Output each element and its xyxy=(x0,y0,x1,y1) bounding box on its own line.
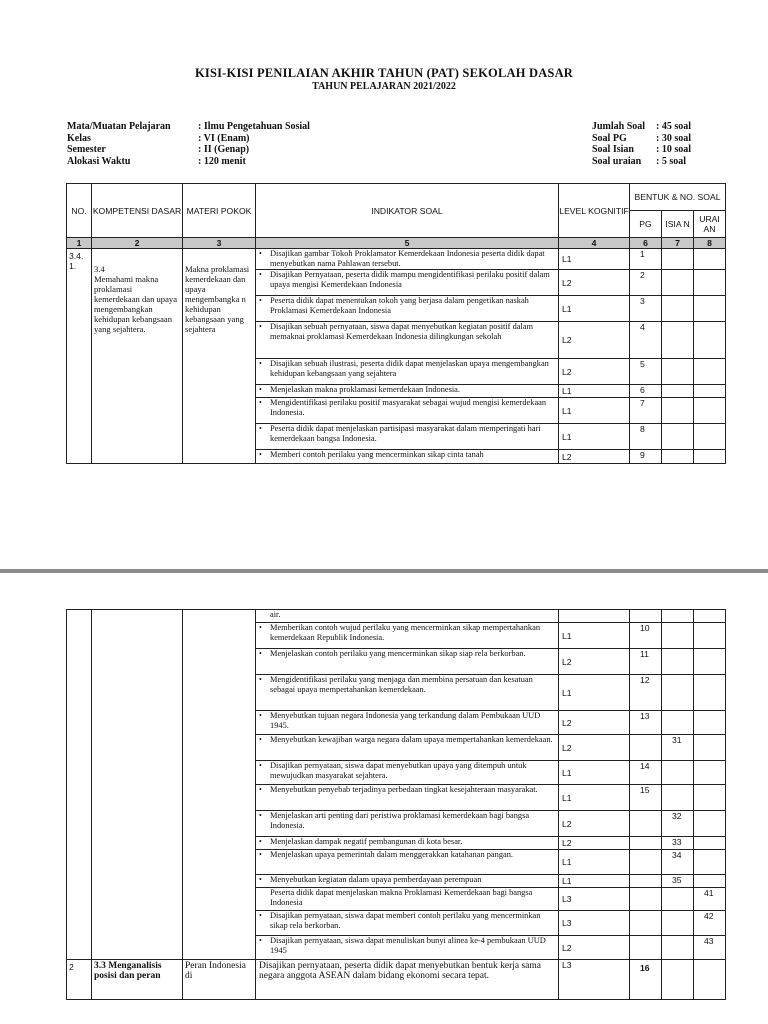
info-label: Mata/Muatan Pelajaran xyxy=(67,121,171,132)
isian-number xyxy=(662,623,694,649)
indicator-text: Menyebutkan penyebab terjadinya perbedaan tingkat kesejahteraan masyarakat. xyxy=(270,785,538,794)
level-cell: L3 xyxy=(559,960,630,1000)
level-cell: L1 xyxy=(559,785,630,811)
materi-pokok-cell: Peran Indonesia di xyxy=(183,960,256,1000)
isian-number xyxy=(662,675,694,711)
indicator-cell xyxy=(256,450,559,464)
indicator-text: Disajikan pernyataan, siswa dapat menyebutkan upaya yang ditempuh untuk mewujudkan masyarakat sejahtera. xyxy=(270,761,527,780)
uraian-number xyxy=(694,296,726,322)
indicator-text: Menjelaskan upaya pemerintah dalam menggerakkan katahanan pangan. xyxy=(270,850,514,859)
kompetensi-dasar-cell xyxy=(92,249,183,464)
kisi-kisi-table xyxy=(66,183,726,464)
pg-number: 11 xyxy=(630,649,662,675)
bullet-icon: • xyxy=(259,424,262,433)
info-label: Soal Isian xyxy=(592,144,634,156)
info-label: Semester xyxy=(67,144,106,156)
indicator-text: Menyebutkan kewajiban warga negara dalam upaya mempertahankan kemerdekaan. xyxy=(270,735,553,744)
pg-number xyxy=(630,888,662,911)
indicator-text: Menjelaskan arti penting dari peristiwa proklamasi kemerdekaan bagi bangsa Indonesia. xyxy=(270,811,530,830)
isian-number xyxy=(662,711,694,735)
row-number: 2 xyxy=(67,960,92,1000)
info-value: : VI (Enam) xyxy=(198,132,250,144)
indicator-cell: Disajikan pernyataan, peserta didik dapat menyebutkan bentuk kerja sama negara anggota ASEAN dalam bidang ekonomi secara tepat. xyxy=(256,960,559,1000)
level-cell: L2 xyxy=(559,450,630,464)
info-row xyxy=(592,144,691,156)
indicator-cell xyxy=(256,837,559,850)
level-cell: L2 xyxy=(559,711,630,735)
document-title: KISI-KISI PENILAIAN AKHIR TAHUN (PAT) SEKOLAH DASAR xyxy=(194,66,574,80)
column-number-row xyxy=(67,238,726,249)
level-cell: L2 xyxy=(559,735,630,761)
indicator-cell xyxy=(256,623,559,649)
empty-cell xyxy=(662,610,694,623)
uraian-number xyxy=(694,837,726,850)
isian-number xyxy=(662,270,694,296)
indicator-text: Disajikan sebuah ilustrasi, peserta didik dapat menjelaskan upaya mengembangkan kehidupan kebangsaan yang sejahtera xyxy=(270,359,549,378)
info-value: : 45 soal xyxy=(656,121,691,132)
indicator-cell xyxy=(256,322,559,359)
pg-number xyxy=(630,850,662,875)
info-row xyxy=(67,121,310,133)
pg-number: 8 xyxy=(630,424,662,450)
column-number: 4 xyxy=(559,238,630,249)
isian-number xyxy=(662,911,694,936)
uraian-number xyxy=(694,398,726,424)
indicator-cell xyxy=(256,735,559,761)
uraian-number xyxy=(694,359,726,385)
pg-number xyxy=(630,875,662,888)
isian-number xyxy=(662,249,694,270)
pg-number xyxy=(630,735,662,761)
info-row xyxy=(67,144,310,156)
isian-number xyxy=(662,359,694,385)
pg-number: 10 xyxy=(630,623,662,649)
indicator-cell xyxy=(256,649,559,675)
isian-number: 31 xyxy=(662,735,694,761)
header-isian: ISIA N xyxy=(662,211,694,238)
kd-text: Memahami makna proklamasi kemerdekaan dan upaya mengembangkan kehidupan kebangsaan yang sejahtera. xyxy=(94,274,178,334)
isian-number: 32 xyxy=(662,811,694,837)
pg-number: 5 xyxy=(630,359,662,385)
indicator-text: Memberikan contoh wujud perilaku yang mencerminkan sikap mempertahankan kemerdekaan Republik Indonesia. xyxy=(270,623,541,642)
isian-number xyxy=(662,296,694,322)
level-cell: L1 xyxy=(559,385,630,398)
uraian-number xyxy=(694,850,726,875)
header-indikator-soal: INDIKATOR SOAL xyxy=(256,184,559,238)
info-label: Alokasi Waktu xyxy=(67,155,131,167)
isian-number: 33 xyxy=(662,837,694,850)
table-row xyxy=(67,249,726,270)
bullet-icon: • xyxy=(259,911,262,920)
level-cell: L2 xyxy=(559,359,630,385)
indicator-text: Disajikan pernyataan, siswa dapat menuliskan bunyi alinea ke-4 pembukaan UUD 1945 xyxy=(270,936,546,955)
indicator-cell xyxy=(256,850,559,875)
indicator-cell xyxy=(256,424,559,450)
level-cell: L2 xyxy=(559,811,630,837)
header-materi-pokok: MATERI POKOK xyxy=(183,184,256,238)
indicator-text: Disajikan Pernyataan, peserta didik mampu mengidentifikasi perilaku positif dalam upaya mengisi Kemerdekaan Indonesia xyxy=(270,270,550,289)
indicator-text: Peserta didik dapat menjelaskan partisipasi masyarakat dalam memperingati hari kemerdekaan bangsa Indonesia. xyxy=(270,424,541,443)
header-bentuk-no-soal: BENTUK & NO. SOAL xyxy=(630,184,726,211)
indicator-text: Menjelaskan dampak negatif pembangunan di kota besar. xyxy=(270,837,463,846)
indicator-text: Mengidentifikasi perilaku yang menjaga dan membina persatuan dan kesatuan sebagai upaya mempertahankan kemerdekaan. xyxy=(270,675,533,694)
bullet-icon: • xyxy=(259,623,262,632)
bullet-icon: • xyxy=(259,649,262,658)
column-number: 8 xyxy=(694,238,726,249)
column-number: 7 xyxy=(662,238,694,249)
materi-text: Makna proklamasi kemerdekaan dan upaya mengembangka n kehidupan kebangsaan yang sejahtera xyxy=(185,264,250,334)
bullet-icon: • xyxy=(259,270,262,279)
level-cell: L1 xyxy=(559,249,630,270)
info-value: : 10 soal xyxy=(656,144,691,156)
indicator-cell xyxy=(256,296,559,322)
info-value: : II (Genap) xyxy=(198,144,250,156)
question-count-info xyxy=(592,121,691,167)
uraian-number xyxy=(694,735,726,761)
isian-number xyxy=(662,785,694,811)
isian-number xyxy=(662,424,694,450)
header-no: NO. xyxy=(67,184,92,238)
uraian-number xyxy=(694,675,726,711)
table-row-continuation xyxy=(67,610,726,623)
indicator-text: Menyebutkan kegiatan dalam upaya pemberdayaan perempuan xyxy=(270,875,482,884)
indicator-cell xyxy=(256,610,559,623)
info-value: : 120 menit xyxy=(198,155,246,167)
info-row xyxy=(592,121,691,133)
isian-number xyxy=(662,960,694,1000)
bullet-icon: • xyxy=(259,296,262,305)
isian-number xyxy=(662,649,694,675)
materi-pokok-cell xyxy=(183,610,256,960)
bullet-icon: • xyxy=(259,359,262,368)
level-cell: L2 xyxy=(559,837,630,850)
isian-number: 35 xyxy=(662,875,694,888)
info-label: Jumlah Soal xyxy=(592,121,646,132)
info-label: Kelas xyxy=(67,132,91,144)
indicator-text: Mengidentifikasi perilaku positif masyarakat sebagai wujud mengisi kemerdekaan Indonesia. xyxy=(270,398,547,417)
indicator-cell xyxy=(256,785,559,811)
indicator-text: Menjelaskan contoh perilaku yang mencerminkan sikap siap rela berkorban. xyxy=(270,649,526,658)
header-level-kognitif: LEVEL KOGNITIF xyxy=(559,184,630,238)
document-page-2 xyxy=(0,573,768,1024)
pg-number: 3 xyxy=(630,296,662,322)
level-cell: L2 xyxy=(559,936,630,960)
column-number: 6 xyxy=(630,238,662,249)
pg-number: 16 xyxy=(630,960,662,1000)
kompetensi-dasar-cell xyxy=(92,610,183,960)
indicator-text: Menyebutkan tujuan negara Indonesia yang terkandung dalam Pembukaan UUD 1945. xyxy=(270,711,541,730)
uraian-number xyxy=(694,711,726,735)
pg-number xyxy=(630,936,662,960)
isian-number xyxy=(662,450,694,464)
isian-number xyxy=(662,398,694,424)
level-cell: L1 xyxy=(559,296,630,322)
bullet-icon: • xyxy=(259,785,262,794)
empty-cell xyxy=(559,610,630,623)
kompetensi-dasar-cell: 3.3 Menganalisis posisi dan peran xyxy=(92,960,183,1000)
bullet-icon: • xyxy=(259,711,262,720)
pg-number: 6 xyxy=(630,385,662,398)
header-uraian: URAI AN xyxy=(694,211,726,238)
bullet-icon: • xyxy=(259,675,262,684)
pg-number: 1 xyxy=(630,249,662,270)
materi-pokok-cell xyxy=(183,249,256,464)
uraian-number xyxy=(694,761,726,785)
info-value: : 5 soal xyxy=(656,155,686,167)
indicator-cell xyxy=(256,911,559,936)
isian-number xyxy=(662,322,694,359)
level-cell: L2 xyxy=(559,649,630,675)
level-cell: L1 xyxy=(559,675,630,711)
uraian-number xyxy=(694,424,726,450)
header-pg: PG xyxy=(630,211,662,238)
isian-number: 34 xyxy=(662,850,694,875)
bullet-icon: • xyxy=(259,322,262,331)
level-cell: L2 xyxy=(559,270,630,296)
level-cell: L1 xyxy=(559,850,630,875)
indicator-text: Menjelaskan makna proklamasi kemerdekaan Indonesia. xyxy=(270,385,460,394)
uraian-number: 41 xyxy=(694,888,726,911)
info-value: : Ilmu Pengetahuan Sosial xyxy=(198,121,310,132)
pg-number: 9 xyxy=(630,450,662,464)
level-cell: L1 xyxy=(559,398,630,424)
indicator-cell xyxy=(256,398,559,424)
indicator-text: Peserta didik dapat menjelaskan makna Proklamasi Kemerdekaan bagi bangsa Indonesia xyxy=(270,888,533,907)
column-number: 2 xyxy=(92,238,183,249)
uraian-number xyxy=(694,270,726,296)
pg-number: 7 xyxy=(630,398,662,424)
bullet-icon: • xyxy=(259,761,262,770)
level-cell: L1 xyxy=(559,875,630,888)
level-cell: L1 xyxy=(559,424,630,450)
document-subtitle: TAHUN PELAJARAN 2021/2022 xyxy=(312,81,456,92)
level-cell: L3 xyxy=(559,888,630,911)
uraian-number xyxy=(694,450,726,464)
indicator-cell xyxy=(256,359,559,385)
info-row xyxy=(67,133,310,145)
indicator-text: Memberi contoh perilaku yang mencerminkan sikap cinta tanah xyxy=(270,450,484,459)
pg-number: 4 xyxy=(630,322,662,359)
row-number: 3.4. 1. xyxy=(67,249,92,464)
pg-number xyxy=(630,911,662,936)
row-number xyxy=(67,610,92,960)
info-value: : 30 soal xyxy=(656,132,691,144)
bullet-icon: • xyxy=(259,811,262,820)
empty-cell xyxy=(630,610,662,623)
subject-info xyxy=(67,121,310,167)
pg-number: 13 xyxy=(630,711,662,735)
info-label: Soal uraian xyxy=(592,155,642,167)
indicator-cell xyxy=(256,385,559,398)
uraian-number xyxy=(694,249,726,270)
bullet-icon: • xyxy=(259,249,262,258)
column-number: 1 xyxy=(67,238,92,249)
uraian-number: 43 xyxy=(694,936,726,960)
pg-number: 2 xyxy=(630,270,662,296)
uraian-number xyxy=(694,649,726,675)
info-row xyxy=(592,133,691,145)
header-kompetensi-dasar: KOMPETENSI DASAR xyxy=(92,184,183,238)
uraian-number xyxy=(694,811,726,837)
indicator-text: Disajikan pernyataan, siswa dapat memberi contoh perilaku yang mencerminkan sikap rela berkorban. xyxy=(270,911,541,930)
isian-number xyxy=(662,761,694,785)
level-cell: L1 xyxy=(559,761,630,785)
info-row xyxy=(592,156,691,168)
info-row xyxy=(67,156,310,168)
kd-code: 3.4 xyxy=(94,264,105,274)
indicator-text: Disajikan gambar Tokoh Proklamator Kemerdekaan Indonesia peserta didik dapat menyebutkan nama Pahlawan tersebut. xyxy=(270,249,545,268)
bullet-icon: • xyxy=(259,875,262,884)
level-cell: L2 xyxy=(559,322,630,359)
indicator-cell xyxy=(256,249,559,270)
uraian-number xyxy=(694,385,726,398)
info-label: Soal PG xyxy=(592,132,627,144)
indicator-text: Disajikan sebuah pernyataan, siswa dapat menyebutkan kegiatan positif dalam memaknai proklamasi Kemerdekaan Indonesia dilingkungan sekolah xyxy=(270,322,534,341)
kisi-kisi-table-continued xyxy=(66,609,726,1000)
isian-number xyxy=(662,888,694,911)
isian-number xyxy=(662,936,694,960)
indicator-cell xyxy=(256,270,559,296)
level-cell: L3 xyxy=(559,911,630,936)
uraian-number xyxy=(694,875,726,888)
empty-cell xyxy=(694,610,726,623)
indicator-cell xyxy=(256,888,559,911)
indicator-cell xyxy=(256,875,559,888)
bullet-icon: • xyxy=(259,850,262,859)
pg-number: 14 xyxy=(630,761,662,785)
indicator-cell xyxy=(256,811,559,837)
bullet-icon: • xyxy=(259,936,262,945)
bullet-icon: • xyxy=(259,398,262,407)
pg-number: 12 xyxy=(630,675,662,711)
bullet-icon: • xyxy=(259,837,262,846)
uraian-number xyxy=(694,322,726,359)
level-cell: L1 xyxy=(559,623,630,649)
indicator-text: air. xyxy=(270,610,281,619)
pg-number xyxy=(630,837,662,850)
column-number: 5 xyxy=(256,238,559,249)
pg-number xyxy=(630,811,662,837)
uraian-number xyxy=(694,785,726,811)
uraian-number xyxy=(694,960,726,1000)
table-row xyxy=(67,960,726,1000)
indicator-text: Peserta didik dapat menentukan tokoh yang berjasa dalam pengetikan naskah Proklamasi Kemerdekaan Indonesia xyxy=(270,296,529,315)
isian-number xyxy=(662,385,694,398)
bullet-icon: • xyxy=(259,450,262,459)
bullet-icon: • xyxy=(259,385,262,394)
indicator-cell xyxy=(256,675,559,711)
indicator-cell xyxy=(256,936,559,960)
bullet-icon: • xyxy=(259,735,262,744)
indicator-cell xyxy=(256,711,559,735)
uraian-number: 42 xyxy=(694,911,726,936)
uraian-number xyxy=(694,623,726,649)
indicator-cell xyxy=(256,761,559,785)
column-number: 3 xyxy=(183,238,256,249)
pg-number: 15 xyxy=(630,785,662,811)
